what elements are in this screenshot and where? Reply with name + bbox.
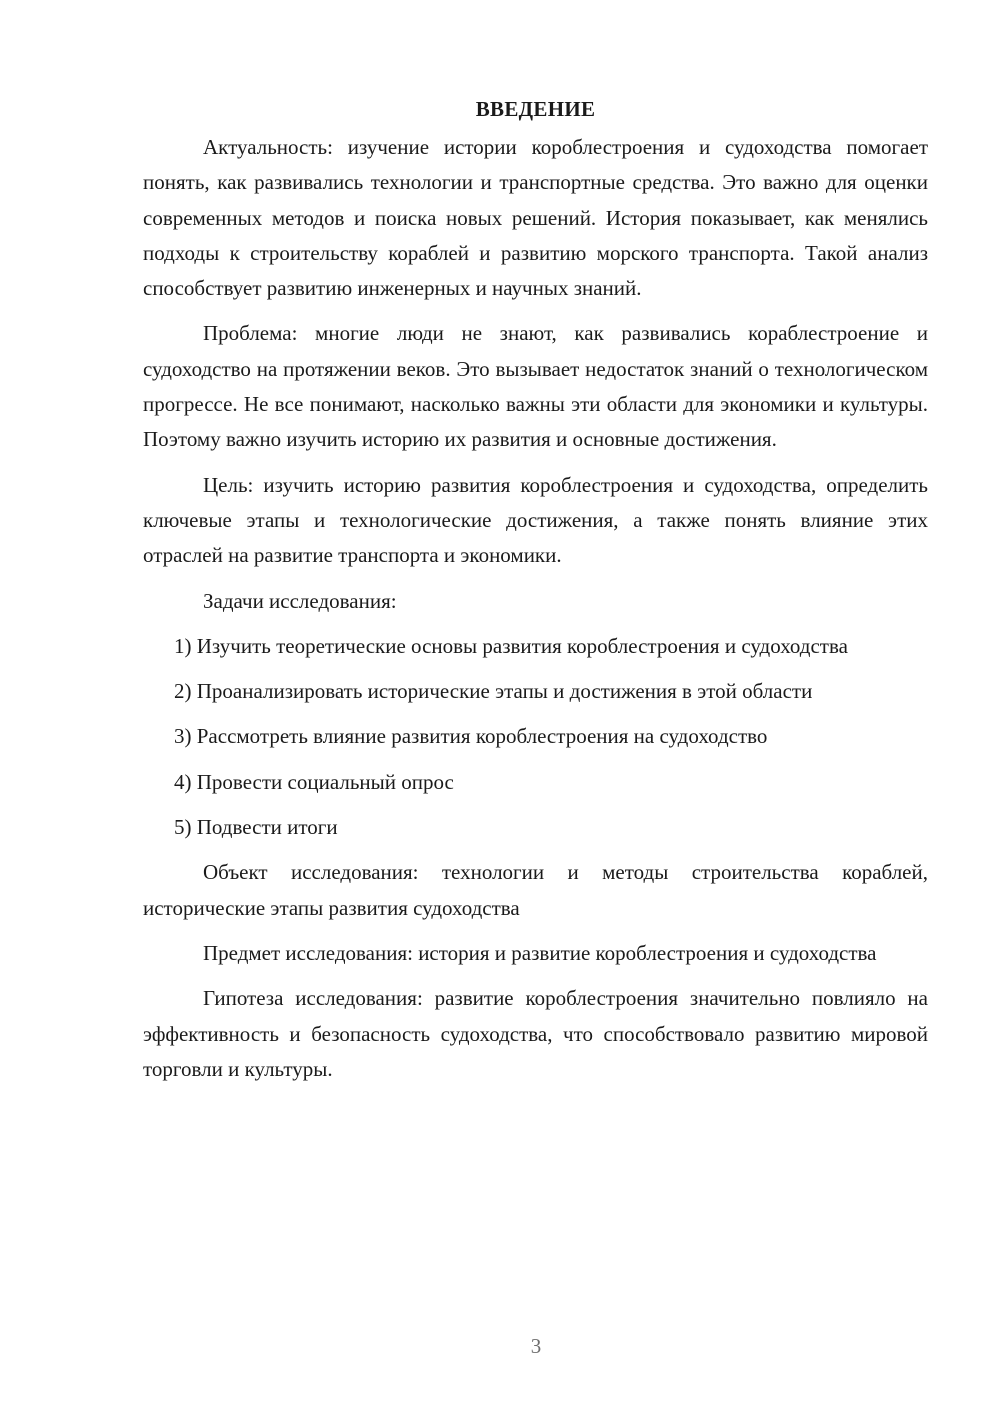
list-item-task-5: 5) Подвести итоги — [174, 815, 338, 840]
paragraph-subject: Предмет исследования: история и развитие короблестроения и судоходства — [203, 940, 877, 965]
paragraph-hypothesis: Гипотеза исследования: развитие короблестроения значительно повлияло на эффективность и безопасность судоходства, что способствовало развитию мировой торговли и культуры. — [143, 986, 928, 1081]
list-item-task-3: 3) Рассмотреть влияние развития короблестроения на судоходство — [174, 724, 768, 749]
paragraph-relevance: Актуальность: изучение истории короблестроения и судоходства помогает понять, как развивались технологии и транспортные средства. Это важно для оценки современных методов и поиска новых решений. История показывает, как менялись подходы к строительству кораблей и развитию морского транспорта. Такой анализ способствует развитию инженерных и научных знаний. — [143, 135, 928, 301]
paragraph-object: Объект исследования: технологии и методы строительства кораблей, исторические этапы развития судоходства — [143, 860, 928, 920]
list-item-task-1: 1) Изучить теоретические основы развития короблестроения и судоходства — [174, 633, 848, 658]
page-number: 3 — [530, 1334, 542, 1358]
page-title: ВВЕДЕНИЕ — [475, 97, 596, 121]
list-item-task-2: 2) Проанализировать исторические этапы и достижения в этой области — [174, 679, 813, 704]
list-item-task-4: 4) Провести социальный опрос — [174, 769, 454, 794]
paragraph-problem: Проблема: многие люди не знают, как развивались кораблестроение и судоходство на протяжении веков. Это вызывает недостаток знаний о технологическом прогрессе. Не все понимают, насколько важны эти области для экономики и культуры. Поэтому важно изучить историю их развития и основные достижения. — [143, 321, 928, 452]
document-body — [143, 94, 928, 1087]
paragraph-goal: Цель: изучить историю развития короблестроения и судоходства, определить ключевые этапы и технологические достижения, а также понять влияние этих отраслей на развитие транспорта и экономики. — [143, 472, 928, 568]
tasks-heading: Задачи исследования: — [203, 588, 397, 613]
